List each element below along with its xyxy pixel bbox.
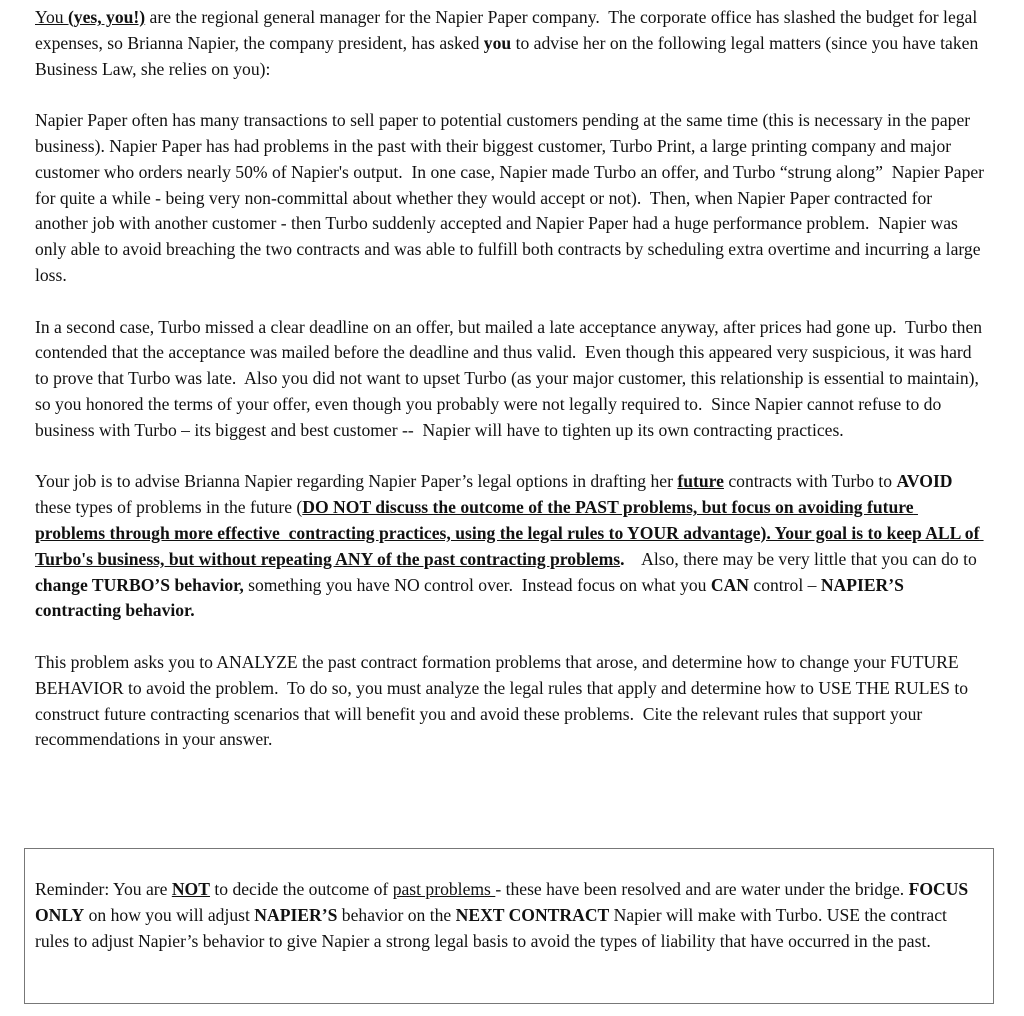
reminder-past-problems: past problems	[392, 879, 496, 899]
reminder-box	[24, 848, 994, 1004]
task-text-e: something you have NO control over. Instead focus on what you	[243, 574, 711, 595]
intro-paragraph	[35, 5, 985, 82]
intro-you-bold: you	[483, 32, 512, 53]
reminder-text-d: on how you will adjust	[84, 904, 255, 925]
task-change-turbo: change TURBO’S behavior,	[35, 574, 244, 595]
task-paragraph	[35, 469, 985, 624]
reminder-text-e: behavior on the	[337, 904, 456, 925]
reminder-not: NOT	[171, 879, 210, 899]
reminder-napiers: NAPIER’S	[254, 904, 338, 925]
document-body	[35, 5, 989, 779]
task-avoid: AVOID	[896, 471, 953, 492]
reminder-next-contract: NEXT CONTRACT	[455, 904, 610, 925]
task-text-a: Your job is to advise Brianna Napier regarding Napier Paper’s legal options in drafting her	[35, 471, 678, 492]
reminder-text-b: to decide the outcome of	[209, 879, 393, 899]
task-period: .	[620, 548, 625, 569]
analyze-paragraph: This problem asks you to ANALYZE the past contract formation problems that arose, and determine how to change your FUTURE BEHAVIOR to avoid the problem. To do so, you must analyze the legal rules that apply and determine how to USE THE RULES to construct future contracting scenarios that will benefit you and avoid these problems. Cite the relevant rules that support your recommendations in your answer.	[35, 651, 973, 750]
intro-you: You	[35, 7, 68, 27]
task-napier-behavior: NAPIER’S contracting behavior.	[35, 574, 909, 621]
task-future: future	[677, 471, 724, 492]
reminder-text-f: Napier will make with Turbo. USE the contract rules to adjust Napier’s behavior to give Napier a strong legal basis to avoid the types of liability that have occurred in the past.	[35, 904, 947, 951]
case-one-paragraph: Napier Paper often has many transactions to sell paper to potential customers pending at the same time (this is necessary in the paper business). Napier Paper has had problems in the past with their biggest customer, Turbo Print, a large printing company and major customer who orders nearly 50% of Napier's output. In one case, Napier made Turbo an offer, and Turbo “strung along” Napier Paper for quite a while - being very non-committal about whether they would accept or not). Then, when Napier Paper contracted for another job with another customer - then Turbo suddenly accepted and Napier Paper had a huge performance problem. Napier was only able to avoid breaching the two contracts and was able to fulfill both contracts by scheduling extra overtime and incurring a large loss.	[35, 110, 989, 285]
task-text-b: contracts with Turbo to	[723, 471, 897, 492]
reminder-text-c: - these have been resolved and are water under the bridge.	[495, 879, 909, 899]
case-two-paragraph: In a second case, Turbo missed a clear deadline on an offer, but mailed a late acceptance anyway, after prices had gone up. Turbo then contended that the acceptance was mailed before the deadline and thus valid. Even though this appeared very suspicious, it was hard to prove that Turbo was late. Also you did not want to upset Turbo (as your major customer, this relationship is essential to maintain), so you honored the terms of your offer, even though you probably were not legally required to. Since Napier cannot refuse to do business with Turbo – its biggest and best customer -- Napier will have to tighten up its own contracting practices.	[35, 316, 987, 440]
reminder-focus-only: FOCUS ONLY	[35, 879, 969, 925]
task-text-d: Also, there may be very little that you can do to	[624, 548, 982, 569]
reminder-text-a: Reminder: You are	[35, 879, 172, 899]
task-instruction: DO NOT discuss the outcome of the PAST problems, but focus on avoiding future problems through more effective contracting practices, using the legal rules to YOUR advantage). Your goal is to keep ALL of Turbo's business, but without repeating ANY of the past contracting problems	[35, 497, 984, 569]
task-text-f: control –	[748, 574, 821, 595]
intro-text-b: to advise her on the following legal matters (since you have taken Business Law, she relies on you):	[35, 32, 983, 79]
reminder-paragraph	[35, 877, 985, 954]
intro-yes-you: (yes, you!)	[67, 7, 146, 27]
task-text-c: these types of problems in the future (	[35, 471, 957, 518]
task-can: CAN	[710, 574, 749, 595]
intro-text-a: are the regional general manager for the Napier Paper company. The corporate office has slashed the budget for legal expenses, so Brianna Napier, the company president, has asked	[35, 7, 982, 53]
